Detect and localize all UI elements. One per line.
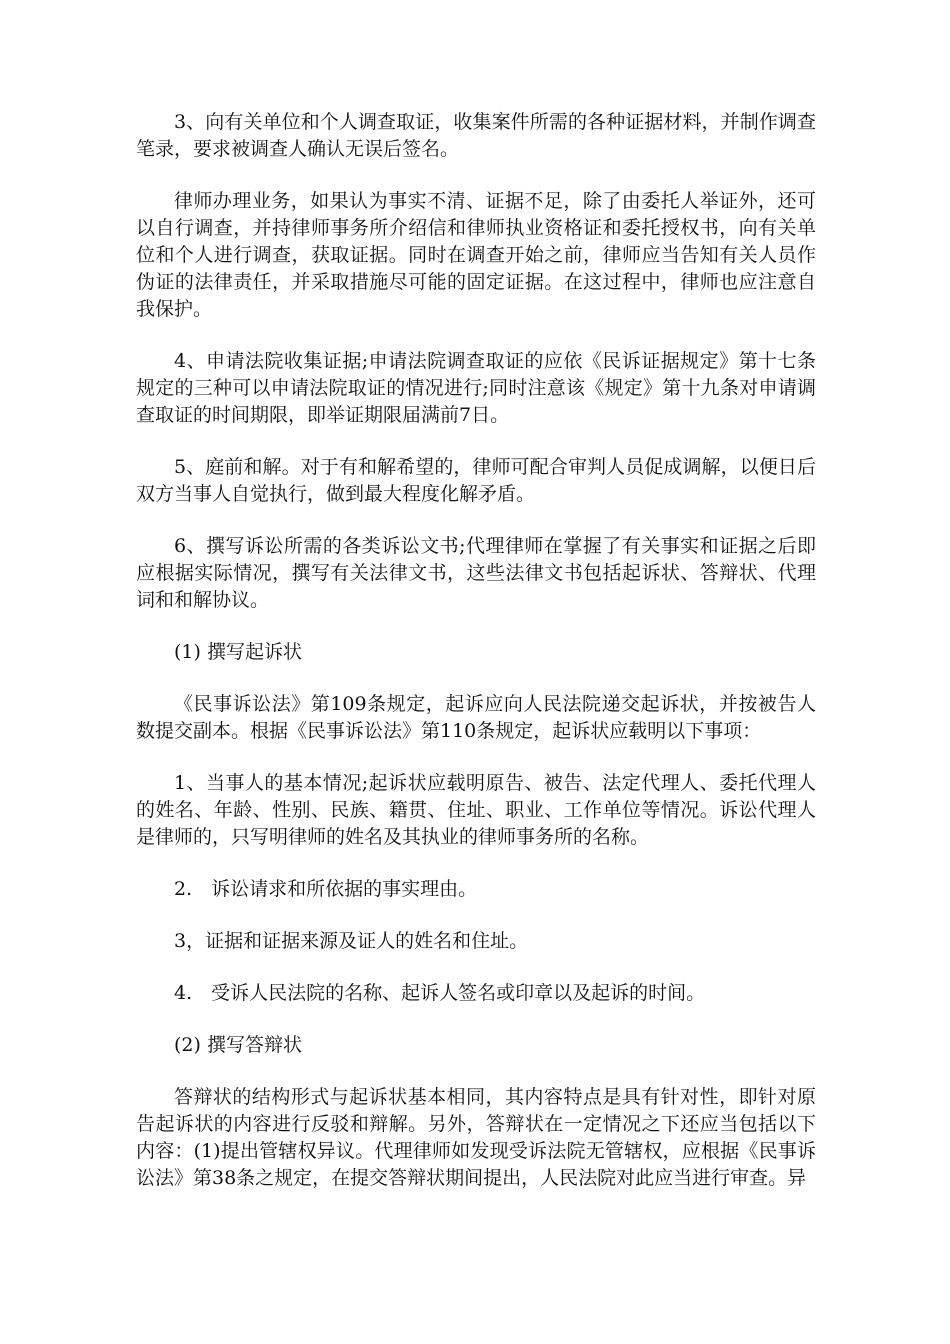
paragraph-evidence-source: 3，证据和证据来源及证人的姓名和住址。 <box>174 930 529 952</box>
heading-defense: (2) 撰写答辩状 <box>174 1034 302 1056</box>
document-page <box>136 109 816 1217</box>
paragraph-evidence-collection: 3、向有关单位和个人调查取证，收集案件所需的各种证据材料，并制作调查笔录，要求被调查人确认无误后签名。 <box>136 111 816 160</box>
paragraph-pretrial-settlement: 5、庭前和解。对于有和解希望的，律师可配合审判人员促成调解，以便日后双方当事人自觉执行，做到最大程度化解矛盾。 <box>136 456 816 505</box>
paragraph-court-evidence: 4、申请法院收集证据;申请法院调查取证的应依《民诉证据规定》第十七条规定的三种可以申请法院取证的情况进行;同时注意该《规定》第十九条对申请调查取证的时间期限，即举证期限届满前7日。 <box>136 350 816 426</box>
heading-complaint: (1) 撰写起诉状 <box>174 641 302 663</box>
paragraph-party-info: 1、当事人的基本情况;起诉状应载明原告、被告、法定代理人、委托代理人的姓名、年龄、性别、民族、籍贯、住址、职业、工作单位等情况。诉讼代理人是律师的，只写明律师的姓名及其执业的律师事务所的名称。 <box>136 772 816 848</box>
paragraph-defense-content: 答辩状的结构形式与起诉状基本相同，其内容特点是具有针对性，即针对原告起诉状的内容进行反驳和辩解。另外，答辩状在一定情况之下还应当包括以下内容：(1)提出管辖权异议。代理律师如发现受诉法院无管辖权，应根据《民事诉讼法》第38条之规定，在提交答辩状期间提出，人民法院对此应当进行审查。异 <box>136 1086 816 1189</box>
paragraph-self-investigation: 律师办理业务，如果认为事实不清、证据不足，除了由委托人举证外，还可以自行调查，并持律师事务所介绍信和律师执业资格证和委托授权书，向有关单位和个人进行调查，获取证据。同时在调查开始之前，律师应当告知有关人员作伪证的法律责任，并采取措施尽可能的固定证据。在这过程中，律师也应注意自我保护。 <box>136 190 816 320</box>
paragraph-court-name: 4. 受诉人民法院的名称、起诉人签名或印章以及起诉的时间。 <box>174 982 706 1004</box>
paragraph-claims: 2. 诉讼请求和所依据的事实理由。 <box>174 878 478 900</box>
paragraph-complaint-rules: 《民事诉讼法》第109条规定，起诉应向人民法院递交起诉状，并按被告人数提交副本。根据《民事诉讼法》第110条规定，起诉状应载明以下事项： <box>136 693 816 742</box>
paragraph-litigation-documents: 6、撰写诉讼所需的各类诉讼文书;代理律师在掌握了有关事实和证据之后即应根据实际情况，撰写有关法律文书，这些法律文书包括起诉状、答辩状、代理词和和解协议。 <box>136 535 816 611</box>
